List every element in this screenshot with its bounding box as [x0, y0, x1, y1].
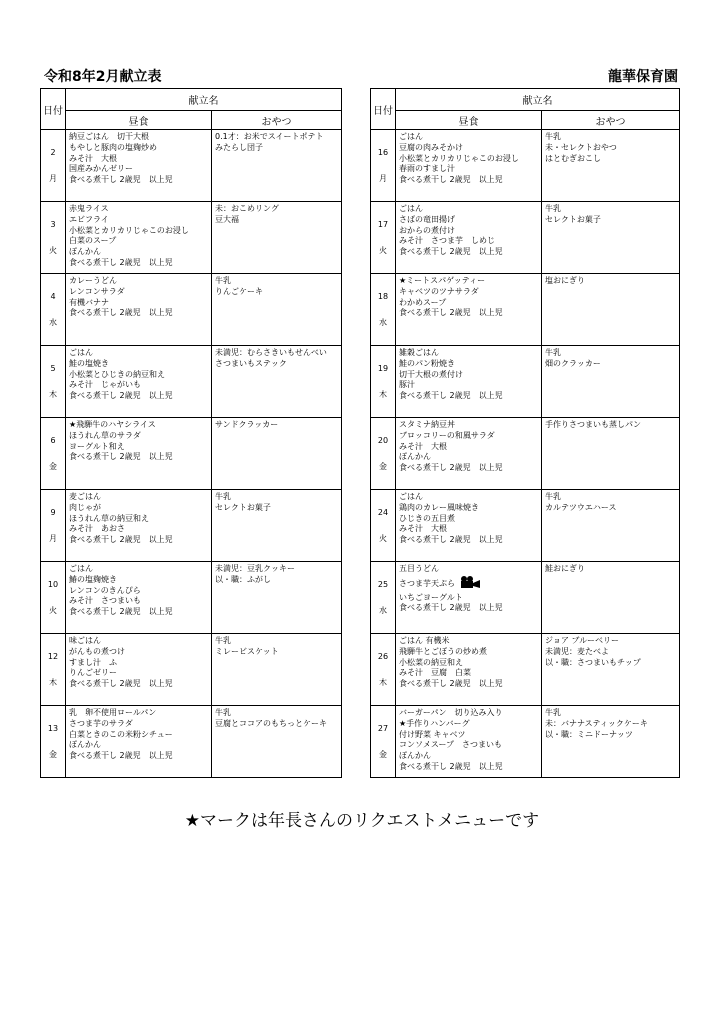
snack-item: ミレービスケット — [215, 646, 279, 656]
snack-item: カルテツウエハース — [545, 502, 617, 512]
lunch-item: 飛騨牛とごぼうの炒め煮 — [399, 646, 487, 656]
day-row — [41, 418, 342, 490]
lunch-item: 国産みかんゼリー — [69, 164, 133, 174]
day-row — [371, 562, 680, 634]
lunch-cell — [396, 418, 542, 490]
day-number: 2 — [50, 147, 56, 157]
menu-table-left — [40, 88, 342, 778]
snack-item: 牛乳 — [215, 492, 231, 501]
snack-item: ジョア ブルーベリー — [545, 636, 620, 645]
lunch-item: すまし汁 ふ — [69, 657, 117, 667]
day-row — [371, 202, 680, 274]
footer-note: ★マークは年長さんのリクエストメニューです — [184, 811, 540, 831]
snack-cell — [212, 418, 342, 490]
lunch-item: 食べる煮干し 2歳児 以上児 — [399, 391, 503, 401]
lunch-item: 小松菜とカリカリじゃこのお浸し — [69, 225, 189, 235]
lunch-item: ぽんかん — [69, 740, 101, 750]
weekday: 木 — [49, 389, 57, 399]
lunch-cell — [396, 346, 542, 418]
lunch-item: ひじきの五目煮 — [399, 513, 455, 523]
snack-cell — [542, 706, 680, 778]
snack-item: 鮭おにぎり — [545, 564, 585, 573]
snack-item: 豆大福 — [215, 214, 239, 224]
lunch-cell — [396, 490, 542, 562]
lunch-item: レンコンサラダ — [69, 286, 125, 296]
weekday: 金 — [379, 749, 387, 759]
weekday: 火 — [49, 605, 57, 615]
snack-item: 牛乳 — [215, 708, 231, 717]
lunch-item: ごはん — [399, 132, 423, 141]
lunch-item: みそ汁 あおさ — [69, 524, 125, 534]
snack-item: 未：バナナスティックケーキ — [545, 718, 648, 728]
video-camera-icon — [458, 575, 482, 593]
lunch-item: 小松菜の納豆和え — [399, 657, 463, 667]
day-cell — [41, 634, 66, 706]
lunch-item: 肉じゃが — [69, 502, 101, 512]
lunch-item: 食べる煮干し 2歳児 以上児 — [399, 679, 503, 689]
lunch-cell — [66, 418, 212, 490]
snack-item: 未満児：むらさきいもせんべい — [215, 348, 327, 357]
lunch-item: カレーうどん — [69, 276, 117, 285]
lunch-cell — [66, 562, 212, 634]
lunch-item: 食べる煮干し 2歳児 以上児 — [399, 247, 503, 257]
day-cell — [371, 562, 396, 634]
weekday: 火 — [379, 245, 387, 255]
weekday: 月 — [49, 173, 57, 183]
lunch-item: さばの竜田揚げ — [399, 214, 455, 224]
day-cell — [371, 634, 396, 706]
snack-item: 牛乳 — [545, 204, 561, 213]
day-number: 18 — [377, 291, 389, 301]
lunch-item: 食べる煮干し 2歳児 以上児 — [69, 535, 173, 545]
day-number: 24 — [377, 507, 389, 517]
snack-cell — [212, 274, 342, 346]
lunch-item: ヨーグルト和え — [69, 441, 125, 451]
page-title: 令和8年2月献立表 — [44, 69, 162, 85]
lunch-item: 鶏肉のカレー風味焼き — [399, 502, 479, 512]
weekday: 金 — [379, 461, 387, 471]
day-cell — [371, 490, 396, 562]
day-row — [41, 130, 342, 202]
day-row — [41, 562, 342, 634]
day-cell — [41, 274, 66, 346]
snack-item: 未・セレクトおやつ — [545, 142, 617, 152]
weekday: 木 — [379, 677, 387, 687]
snack-cell — [212, 490, 342, 562]
lunch-item: ほうれん草のサラダ — [69, 430, 141, 440]
lunch-item: 食べる煮干し 2歳児 以上児 — [399, 463, 503, 473]
day-cell — [41, 490, 66, 562]
day-row — [41, 634, 342, 706]
snack-cell — [212, 634, 342, 706]
snack-item: 以・職：ふがし — [215, 574, 271, 584]
lunch-item: 食べる煮干し 2歳児 以上児 — [399, 535, 503, 545]
day-number: 26 — [377, 651, 389, 661]
lunch-item: 豆腐の肉みそかけ — [399, 142, 463, 152]
snack-item: みたらし団子 — [215, 142, 263, 152]
snack-item: 牛乳 — [215, 276, 231, 285]
lunch-item: 赤鬼ライス — [69, 204, 109, 213]
lunch-item: みそ汁 大根 — [399, 441, 447, 451]
snack-item: 豆腐とココアのもちっとケーキ — [215, 718, 327, 728]
lunch-item: 食べる煮干し 2歳児 以上児 — [69, 257, 173, 267]
day-number: 4 — [50, 291, 56, 301]
lunch-item: 麦ごはん — [69, 492, 101, 501]
lunch-item: エビフライ — [69, 214, 109, 224]
day-row — [41, 274, 342, 346]
weekday: 月 — [379, 173, 387, 183]
lunch-cell — [66, 634, 212, 706]
lunch-item: みそ汁 豆腐 白菜 — [399, 668, 471, 678]
menu-table-right — [370, 88, 680, 778]
snack-item: 0.1才：お米でスイートポテト — [215, 132, 324, 141]
day-cell — [41, 130, 66, 202]
lunch-item: ★飛騨牛のハヤシライス — [69, 420, 156, 429]
lunch-item: 食べる煮干し 2歳児 以上児 — [69, 175, 173, 185]
snack-item: さつまいもステック — [215, 358, 287, 368]
lunch-item: スタミナ納豆丼 — [399, 420, 455, 429]
lunch-cell — [66, 706, 212, 778]
lunch-item: バーガーパン 切り込み入り — [399, 708, 503, 717]
weekday: 金 — [49, 461, 57, 471]
snack-item: 未満児：豆乳クッキー — [215, 564, 295, 573]
day-number: 19 — [377, 363, 389, 373]
lunch-item: ごはん — [69, 564, 93, 573]
lunch-item: いちごヨーグルト — [399, 592, 463, 602]
day-row — [371, 706, 680, 778]
day-cell — [371, 274, 396, 346]
day-cell — [371, 346, 396, 418]
lunch-header: 昼食 — [66, 111, 212, 130]
lunch-item: 雑穀ごはん — [399, 348, 439, 357]
day-cell — [41, 706, 66, 778]
day-row — [371, 130, 680, 202]
lunch-item: 食べる煮干し 2歳児 以上児 — [399, 603, 503, 613]
day-number: 9 — [50, 507, 56, 517]
snack-item: りんごケーキ — [215, 286, 263, 296]
lunch-item: 有機バナナ — [69, 297, 109, 307]
snack-item: 以・職：さつまいもチップ — [545, 657, 641, 667]
snack-item: 牛乳 — [545, 492, 561, 501]
snack-cell — [542, 490, 680, 562]
day-number: 5 — [50, 363, 56, 373]
lunch-item: ぽんかん — [399, 452, 431, 462]
snack-item: 塩おにぎり — [545, 276, 585, 285]
lunch-item: ほうれん草の納豆和え — [69, 513, 149, 523]
day-number: 10 — [47, 579, 59, 589]
lunch-item: 五目うどん — [399, 564, 439, 573]
snack-header: おやつ — [542, 111, 680, 130]
lunch-cell — [66, 490, 212, 562]
lunch-item: 鮭の塩焼き — [69, 358, 109, 368]
lunch-item: 付け野菜 キャベツ — [399, 729, 466, 739]
lunch-item: 食べる煮干し 2歳児 以上児 — [69, 452, 173, 462]
lunch-item: 鮭のパン粉焼き — [399, 358, 455, 368]
lunch-item: 納豆ごはん 切干大根 — [69, 132, 149, 141]
day-row — [41, 346, 342, 418]
snack-cell — [542, 202, 680, 274]
lunch-item: ごはん — [399, 492, 423, 501]
lunch-item: みそ汁 さつま芋 しめじ — [399, 236, 495, 246]
snack-cell — [542, 562, 680, 634]
day-row — [371, 490, 680, 562]
snack-item: はとむぎおこし — [545, 153, 601, 163]
lunch-item: 味ごはん — [69, 636, 101, 645]
day-row — [371, 346, 680, 418]
lunch-item: 春雨のすまし汁 — [399, 164, 455, 174]
weekday: 金 — [49, 749, 57, 759]
day-number: 17 — [377, 219, 389, 229]
lunch-cell — [396, 562, 542, 634]
day-row — [371, 274, 680, 346]
day-number: 12 — [47, 651, 59, 661]
snack-cell — [542, 418, 680, 490]
lunch-item: ★ミートスパゲッティー — [399, 276, 486, 285]
lunch-item: 白菜のスープ — [69, 236, 117, 246]
weekday: 月 — [49, 533, 57, 543]
snack-item: 以・職：ミニドーナッツ — [545, 729, 633, 739]
day-number: 6 — [50, 435, 56, 445]
lunch-item: ごはん — [399, 204, 423, 213]
lunch-item: がんもの煮つけ — [69, 646, 125, 656]
lunch-item: わかめスープ — [399, 297, 447, 307]
day-number: 13 — [47, 723, 59, 733]
lunch-item: 食べる煮干し 2歳児 以上児 — [399, 761, 503, 771]
snack-item: 牛乳 — [215, 636, 231, 645]
snack-item: 手作りさつまいも蒸しパン — [545, 420, 641, 429]
lunch-item: ごはん — [69, 348, 93, 357]
snack-cell — [212, 346, 342, 418]
nursery-name: 龍華保育園 — [608, 69, 678, 85]
weekday: 火 — [379, 533, 387, 543]
lunch-item: 豚汁 — [399, 380, 415, 390]
day-header: 日付 — [371, 89, 396, 130]
snack-item: 牛乳 — [545, 132, 561, 141]
day-row — [371, 634, 680, 706]
lunch-item: 食べる煮干し 2歳児 以上児 — [69, 308, 173, 318]
day-row — [371, 418, 680, 490]
lunch-cell — [396, 634, 542, 706]
lunch-item: 食べる煮干し 2歳児 以上児 — [399, 175, 503, 185]
snack-cell — [212, 202, 342, 274]
lunch-item: ごはん 有機米 — [399, 636, 450, 645]
lunch-item: 食べる煮干し 2歳児 以上児 — [69, 751, 173, 761]
weekday: 木 — [49, 677, 57, 687]
lunch-cell — [66, 346, 212, 418]
snack-item: セレクトお菓子 — [545, 214, 601, 224]
snack-cell — [542, 274, 680, 346]
day-cell — [41, 346, 66, 418]
lunch-item: みそ汁 大根 — [69, 153, 117, 163]
lunch-item: ブロッコリーの和風サラダ — [399, 430, 495, 440]
lunch-item: さつま芋天ぷら — [399, 579, 455, 589]
snack-cell — [542, 634, 680, 706]
day-number: 20 — [377, 435, 389, 445]
lunch-item: キャベツのツナサラダ — [399, 286, 479, 296]
day-cell — [371, 418, 396, 490]
menu-name-header: 献立名 — [396, 89, 680, 111]
lunch-item: 鰆の塩麹焼き — [69, 574, 117, 584]
day-cell — [41, 418, 66, 490]
weekday: 水 — [49, 317, 57, 327]
lunch-item: 食べる煮干し 2歳児 以上児 — [399, 308, 503, 318]
lunch-cell — [396, 706, 542, 778]
day-row — [41, 706, 342, 778]
weekday: 火 — [49, 245, 57, 255]
lunch-item: レンコンのきんぴら — [69, 585, 141, 595]
day-number: 3 — [50, 219, 56, 229]
lunch-item: りんごゼリー — [69, 668, 117, 678]
snack-item: サンドクラッカー — [215, 420, 279, 429]
lunch-item: みそ汁 じゃがいも — [69, 380, 141, 390]
snack-item: セレクトお菓子 — [215, 502, 271, 512]
lunch-cell — [66, 202, 212, 274]
lunch-item: 小松菜とカリカリじゃこのお浸し — [399, 153, 519, 163]
lunch-item: コンソメスープ さつまいも — [399, 740, 503, 750]
weekday: 水 — [379, 317, 387, 327]
lunch-item: 切干大根の煮付け — [399, 369, 463, 379]
day-number: 27 — [377, 723, 389, 733]
lunch-item: 食べる煮干し 2歳児 以上児 — [69, 607, 173, 617]
lunch-item: 食べる煮干し 2歳児 以上児 — [69, 679, 173, 689]
lunch-item: 白菜ときのこの米粉シチュー — [69, 729, 173, 739]
lunch-cell — [396, 202, 542, 274]
snack-item: 牛乳 — [545, 348, 561, 357]
lunch-cell — [396, 274, 542, 346]
lunch-item: みそ汁 さつまいも — [69, 596, 141, 606]
day-row — [41, 490, 342, 562]
menu-name-header: 献立名 — [66, 89, 342, 111]
lunch-cell — [66, 274, 212, 346]
day-header: 日付 — [41, 89, 66, 130]
snack-cell — [212, 562, 342, 634]
day-number: 25 — [377, 579, 389, 589]
lunch-item: 食べる煮干し 2歳児 以上児 — [69, 391, 173, 401]
day-cell — [371, 202, 396, 274]
snack-item: 畑のクラッカー — [545, 358, 601, 368]
snack-cell — [542, 346, 680, 418]
lunch-item: おからの煮付け — [399, 225, 455, 235]
day-cell — [41, 562, 66, 634]
day-cell — [41, 202, 66, 274]
day-cell — [371, 130, 396, 202]
lunch-header: 昼食 — [396, 111, 542, 130]
snack-header: おやつ — [212, 111, 342, 130]
lunch-cell — [66, 130, 212, 202]
lunch-item: みそ汁 大根 — [399, 524, 447, 534]
snack-item: 未：おこめリング — [215, 204, 279, 213]
lunch-item: 乳 卵不使用ロールパン — [69, 708, 157, 717]
day-number: 16 — [377, 147, 389, 157]
snack-cell — [542, 130, 680, 202]
day-cell — [371, 706, 396, 778]
weekday: 木 — [379, 389, 387, 399]
weekday: 水 — [379, 605, 387, 615]
lunch-item: さつま芋のサラダ — [69, 718, 133, 728]
lunch-cell — [396, 130, 542, 202]
snack-cell — [212, 130, 342, 202]
day-row — [41, 202, 342, 274]
lunch-item: 小松菜とひじきの納豆和え — [69, 369, 165, 379]
snack-item: 牛乳 — [545, 708, 561, 717]
lunch-item: ぽんかん — [399, 751, 431, 761]
snack-item: 未満児：麦たべよ — [545, 646, 609, 656]
snack-cell — [212, 706, 342, 778]
lunch-item: ぽんかん — [69, 247, 101, 257]
lunch-item: もやしと豚肉の塩麹炒め — [69, 142, 157, 152]
lunch-item: ★手作りハンバーグ — [399, 718, 470, 728]
